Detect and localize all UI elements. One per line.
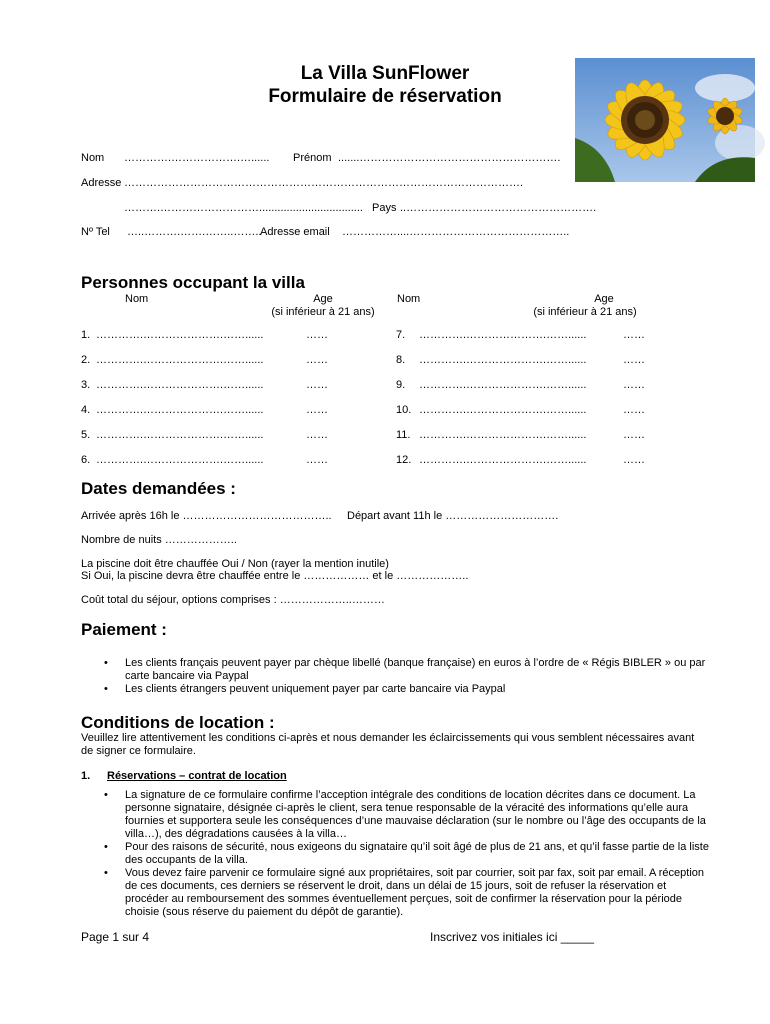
occupant-number: 3.: [81, 379, 91, 391]
occupant-number: 5.: [81, 429, 91, 441]
occupant-name-field[interactable]: ………….………………….……......: [419, 404, 587, 416]
occupant-name-field[interactable]: ………….………………….……......: [419, 379, 587, 391]
occupants-heading: Personnes occupant la villa: [81, 273, 305, 292]
paiement-heading: Paiement :: [81, 620, 167, 639]
dates-heading: Dates demandées :: [81, 479, 236, 498]
occupant-number: 11.: [396, 429, 411, 441]
nom-label: Nom: [81, 152, 105, 164]
piscine-line-1[interactable]: La piscine doit être chauffée Oui / Non (rayer la mention inutile): [81, 558, 389, 570]
occupant-number: 7.: [396, 329, 406, 341]
condition-item: • La signature de ce formulaire confirme l’acception intégrale des conditions de location décrites dans ce document. La personne signataire, désignée ci-après le client, sera tenue responsable de la véracité des informations qu’elle aura fournies et supportera seule les conséquences d’une mauvaise déclaration (sur le nombre ou l’âge des occupants de la villa…), des dégradations causées à la villa…: [125, 789, 710, 841]
paiement-item: • Les clients français peuvent payer par chèque libellé (banque française) en euros à l’ordre de « Régis BIBLER » ou par carte bancaire via Paypal: [125, 657, 715, 683]
tel-label: Nº Tel: [81, 226, 110, 238]
col-age-right-sub: (si inférieur à 21 ans): [533, 306, 637, 318]
section-number: 1.: [81, 770, 91, 782]
pays-field[interactable]: ..…………………………………………….: [400, 202, 597, 214]
occupant-name-field[interactable]: ………….………………….……......: [419, 354, 587, 366]
paiement-item: • Les clients étrangers peuvent uniquement payer par carte bancaire via Paypal: [125, 683, 715, 696]
occupant-name-field[interactable]: ………….………………….……......: [96, 329, 264, 341]
email-label: Adresse email: [260, 226, 330, 238]
occupant-number: 12.: [396, 454, 412, 466]
col-age-right: [530, 293, 640, 319]
title-line-1: La Villa SunFlower: [300, 63, 470, 84]
occupant-age-field[interactable]: ……: [623, 379, 645, 391]
occupant-number: 9.: [396, 379, 406, 391]
col-nom-right: Nom: [397, 293, 421, 305]
occupant-number: 1.: [81, 329, 91, 341]
occupant-age-field[interactable]: ……: [623, 429, 645, 441]
occupant-age-field[interactable]: ……: [623, 354, 645, 366]
condition-item: • Pour des raisons de sécurité, nous exigeons du signataire qu’il soit âgé de plus de 21 ans, et qu’il fasse partie de la liste des occupants de la villa.: [125, 841, 710, 867]
depart-field[interactable]: Départ avant 11h le ………………………….: [347, 510, 559, 522]
occupant-name-field[interactable]: ………….………………….……......: [419, 429, 587, 441]
conditions-intro: Veuillez lire attentivement les conditions ci-après et nous demander les éclaircissements qui vous semblent nécessaires avant de signer ce formulaire.: [81, 732, 695, 757]
pays-label: Pays: [372, 202, 397, 214]
occupant-age-field[interactable]: ……: [306, 404, 328, 416]
sunflower-photo: [575, 58, 755, 182]
condition-item: • Vous devez faire parvenir ce formulaire signé aux propriétaires, soit par courrier, soit par fax, soit par email. A réception de ces documents, ces derniers se réservent le droit, dans un délai de 15 jours, soit de refuser la réservation et procéder au remboursement des sommes éventuellement perçues, soit de confirmer la réservation pour la période choisie (sous réserve du paiement du dépôt de garantie).: [125, 867, 710, 919]
col-age-right-label: Age: [594, 293, 614, 305]
occupant-number: 2.: [81, 354, 91, 366]
adresse-field[interactable]: ……………………………………………………………………………………………….: [124, 177, 524, 189]
cout-field[interactable]: Coût total du séjour, options comprises : ………………..………: [81, 594, 385, 606]
occupant-name-field[interactable]: ………….………………….……......: [96, 379, 264, 391]
email-field[interactable]: ……………....……………………………………..: [342, 226, 570, 238]
occupant-name-field[interactable]: ………….………………….……......: [96, 454, 264, 466]
adresse-line2-field[interactable]: ……….………………………..................................: [124, 202, 363, 214]
occupant-name-field[interactable]: ………….………………….……......: [96, 429, 264, 441]
page-number: Page 1 sur 4: [81, 930, 150, 944]
occupant-number: 4.: [81, 404, 91, 416]
occupant-age-field[interactable]: ……: [306, 379, 328, 391]
arrivee-field[interactable]: Arrivée après 16h le …………………………………..: [81, 510, 332, 522]
occupant-number: 10.: [396, 404, 412, 416]
nom-field[interactable]: ………….……………….…......: [124, 152, 270, 164]
occupant-age-field[interactable]: ……: [306, 329, 328, 341]
paiement-list: [125, 657, 715, 696]
nuits-field[interactable]: Nombre de nuits ………………..: [81, 534, 237, 546]
piscine-line-2[interactable]: Si Oui, la piscine devra être chauffée entre le ……………… et le ………………..: [81, 570, 469, 582]
initials-field[interactable]: Inscrivez vos initiales ici _____: [430, 930, 595, 944]
adresse-label: Adresse: [81, 177, 122, 189]
occupant-age-field[interactable]: ……: [306, 429, 328, 441]
occupant-age-field[interactable]: ……: [306, 454, 328, 466]
occupant-name-field[interactable]: ………….………………….……......: [96, 354, 264, 366]
prenom-field[interactable]: .......……………………………………………….: [338, 152, 561, 164]
occupant-age-field[interactable]: ……: [623, 329, 645, 341]
occupant-number: 8.: [396, 354, 406, 366]
section-title: Réservations – contrat de location: [107, 770, 287, 782]
col-age-left-sub: (si inférieur à 21 ans): [271, 306, 375, 318]
col-nom-left: Nom: [125, 293, 149, 305]
occupant-number: 6.: [81, 454, 91, 466]
prenom-label: Prénom: [293, 152, 332, 164]
occupant-age-field[interactable]: ……: [623, 454, 645, 466]
occupant-name-field[interactable]: ………….………………….……......: [96, 404, 264, 416]
col-age-left: [268, 293, 378, 319]
tel-field[interactable]: …..……….…….……..……..: [127, 226, 262, 238]
col-age-left-label: Age: [313, 293, 333, 305]
conditions-list: [125, 789, 710, 919]
title-line-2: Formulaire de réservation: [268, 86, 502, 107]
occupant-age-field[interactable]: ……: [306, 354, 328, 366]
occupant-age-field[interactable]: ……: [623, 404, 645, 416]
occupant-name-field[interactable]: ………….………………….……......: [419, 329, 587, 341]
conditions-heading: Conditions de location :: [81, 713, 275, 732]
occupant-name-field[interactable]: ………….………………….……......: [419, 454, 587, 466]
